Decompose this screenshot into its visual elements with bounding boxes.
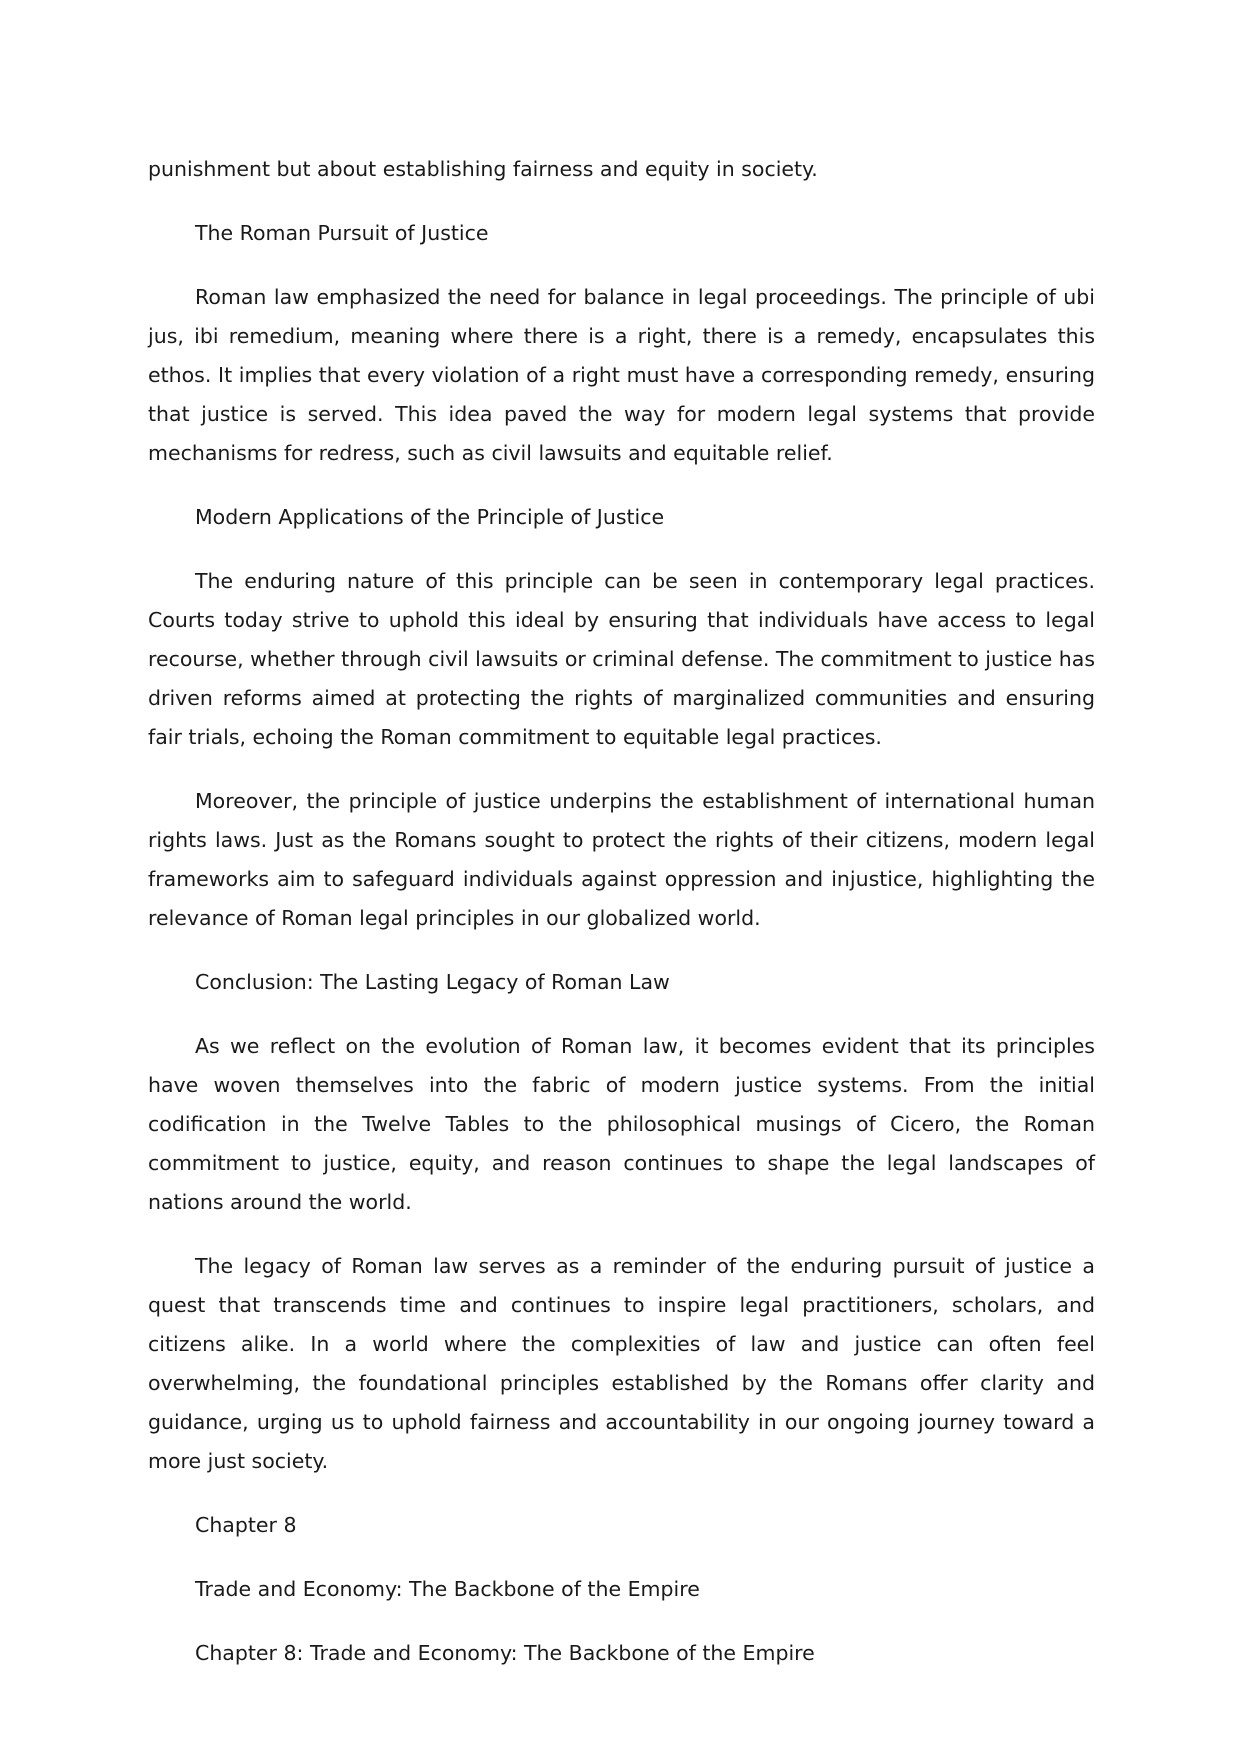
chapter-number-heading: Chapter 8	[195, 1513, 297, 1537]
section-heading-conclusion: Conclusion: The Lasting Legacy of Roman Law	[195, 970, 670, 994]
continued-paragraph: punishment but about establishing fairness and equity in society.	[148, 157, 818, 181]
chapter-title-heading: Trade and Economy: The Backbone of the Empire	[195, 1577, 700, 1601]
paragraph-enduring-nature: The enduring nature of this principle can be seen in contemporary legal practices. Courts today strive to uphold this ideal by ensuring that individuals have access to legal recourse, whether through civil lawsuits or criminal defense. The commitment to justice has driven reforms aimed at protecting the rights of marginalized communities and ensuring fair trials, echoing the Roman commitment to equitable legal practices.	[148, 569, 1095, 749]
paragraph-legacy: The legacy of Roman law serves as a reminder of the enduring pursuit of justice a quest that transcends time and continues to inspire legal practitioners, scholars, and citizens alike. In a world where the complexities of law and justice can often feel overwhelming, the foundational principles established by the Romans offer clarity and guidance, urging us to uphold fairness and accountability in our ongoing journey toward a more just society.	[148, 1254, 1095, 1473]
chapter-full-title-heading: Chapter 8: Trade and Economy: The Backbone of the Empire	[195, 1641, 815, 1665]
paragraph-evolution: As we reflect on the evolution of Roman law, it becomes evident that its principles have woven themselves into the fabric of modern justice systems. From the initial codification in the Twelve Tables to the philosophical musings of Cicero, the Roman commitment to justice, equity, and reason continues to shape the legal landscapes of nations around the world.	[148, 1034, 1095, 1214]
section-heading-modern-applications: Modern Applications of the Principle of Justice	[195, 505, 665, 529]
paragraph-ubi-jus: Roman law emphasized the need for balance in legal proceedings. The principle of ubi jus, ibi remedium, meaning where there is a right, there is a remedy, encapsulates this ethos. It implies that every violation of a right must have a corresponding remedy, ensuring that justice is served. This idea paved the way for modern legal systems that provide mechanisms for redress, such as civil lawsuits and equitable relief.	[148, 285, 1095, 465]
paragraph-human-rights: Moreover, the principle of justice underpins the establishment of international human rights laws. Just as the Romans sought to protect the rights of their citizens, modern legal frameworks aim to safeguard individuals against oppression and injustice, highlighting the relevance of Roman legal principles in our globalized world.	[148, 789, 1095, 930]
section-heading-roman-pursuit: The Roman Pursuit of Justice	[195, 221, 489, 245]
